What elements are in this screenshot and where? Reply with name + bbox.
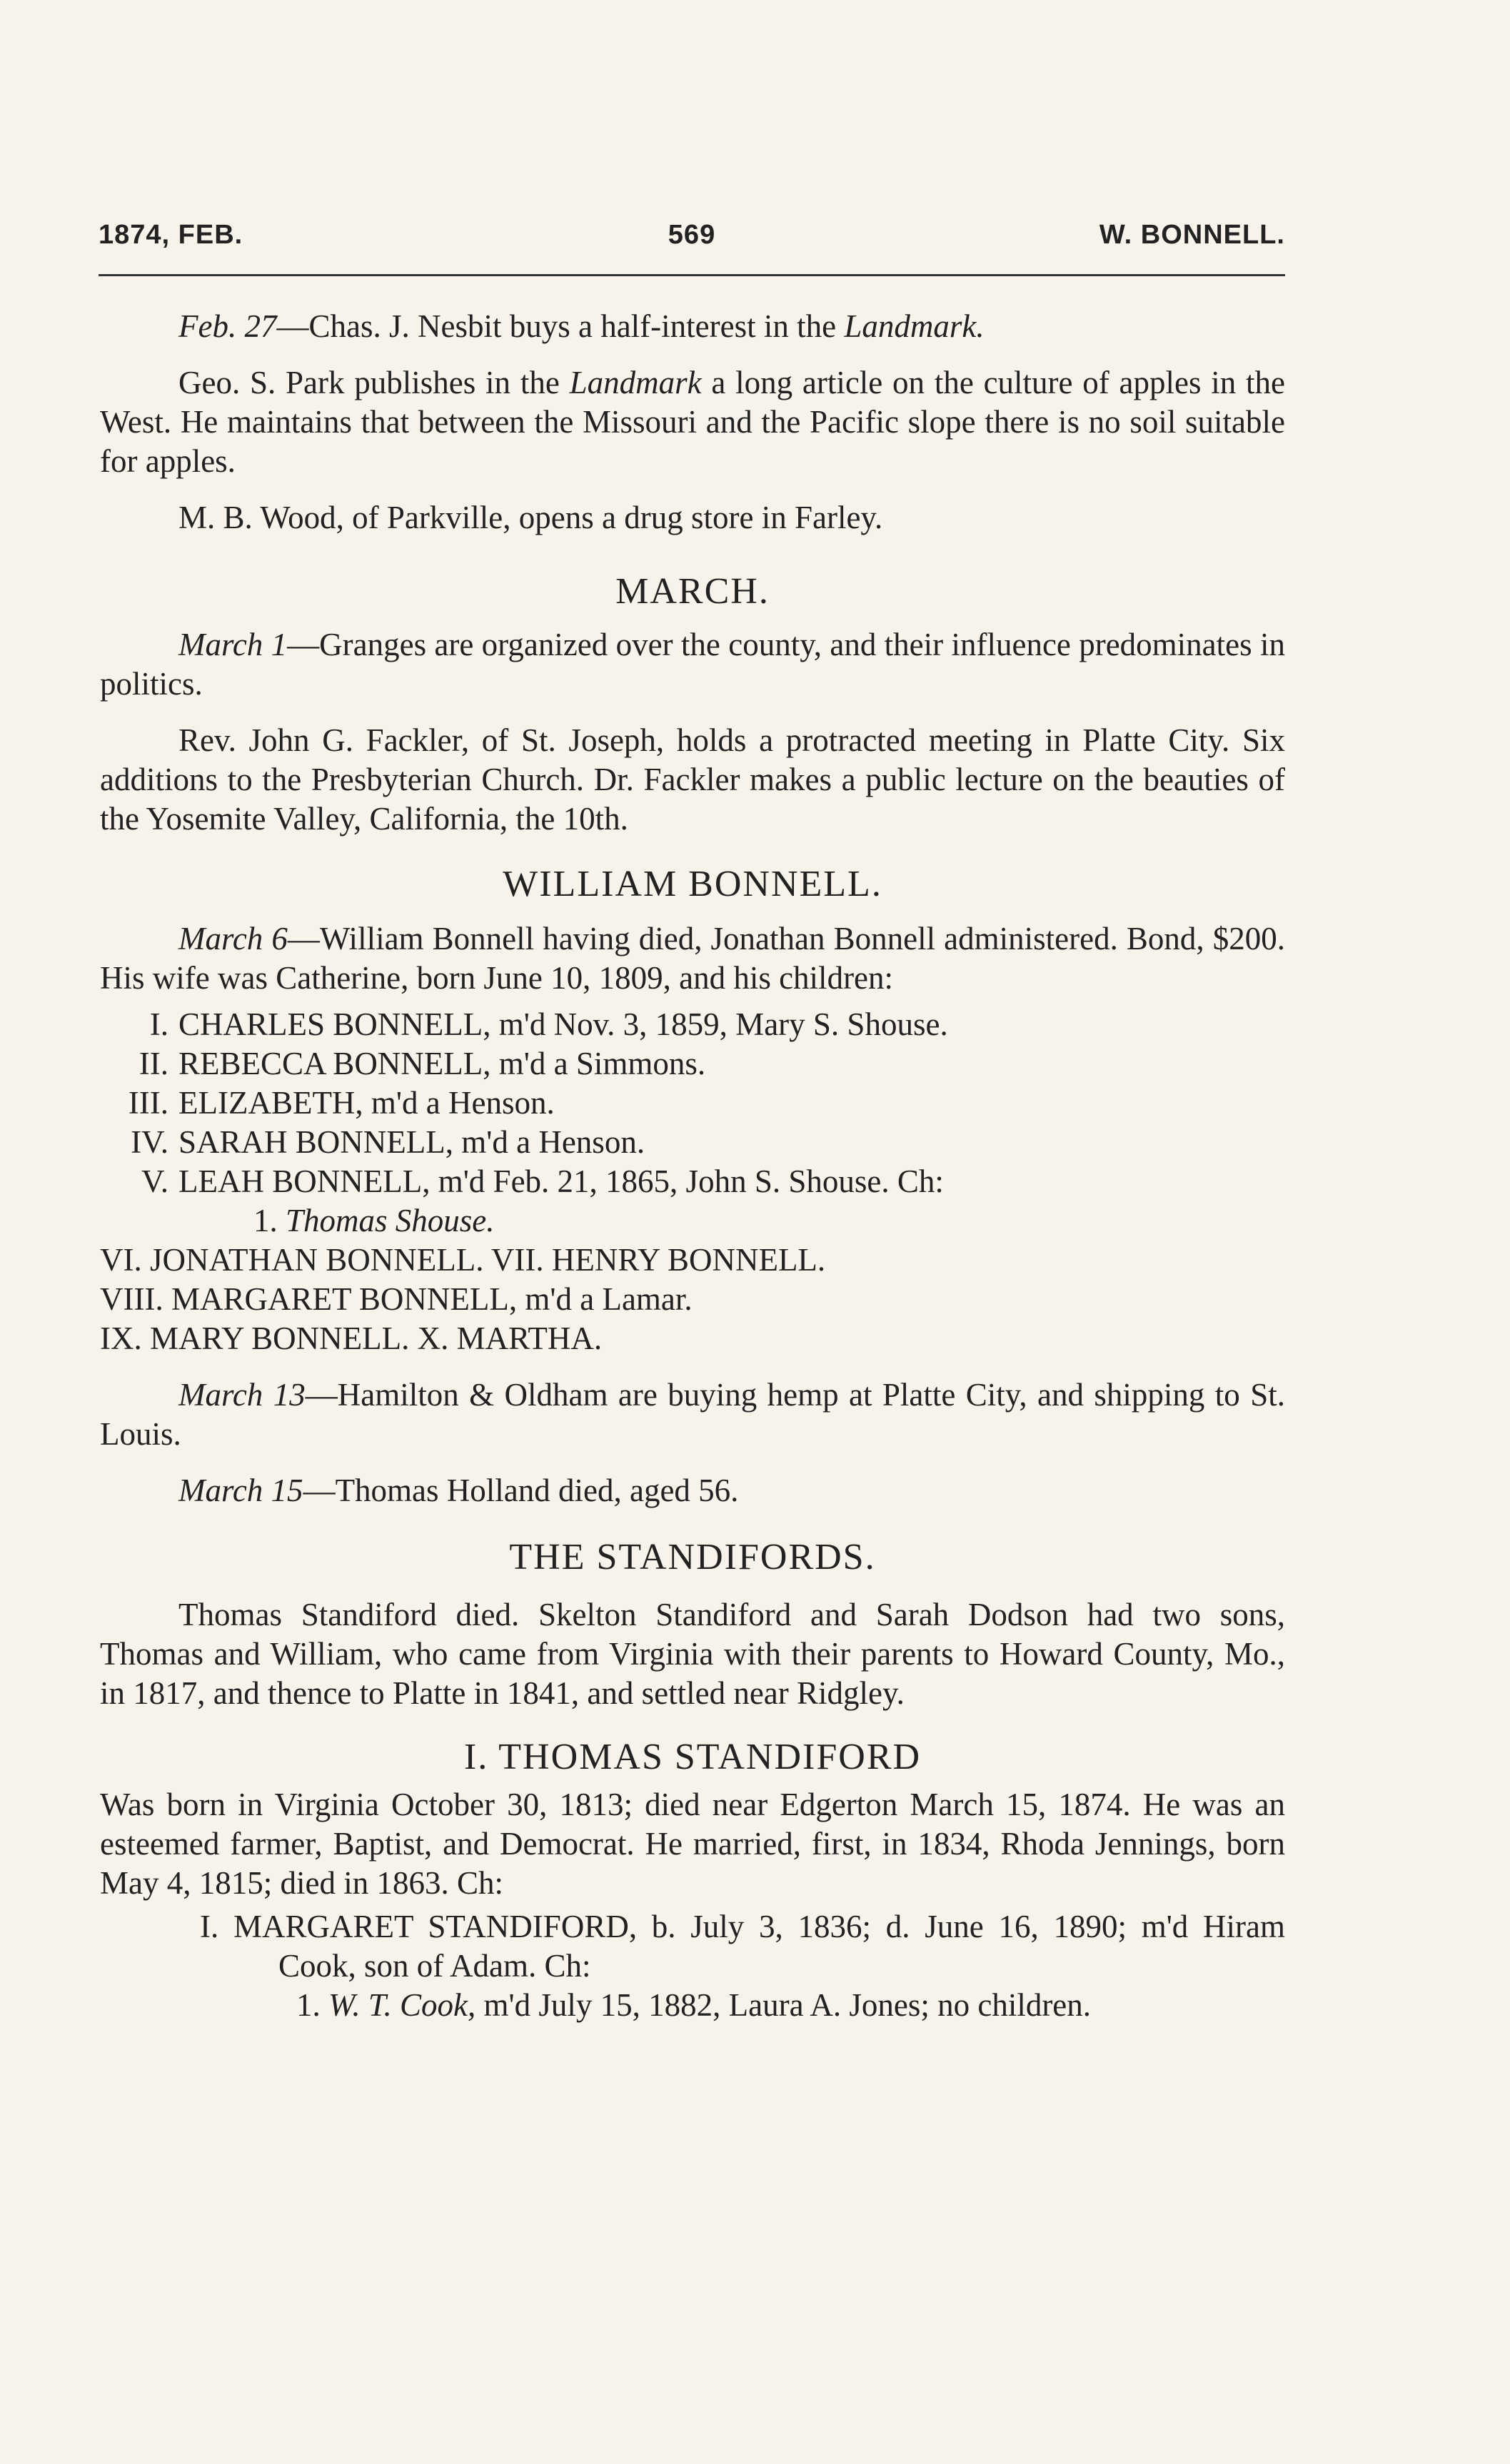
paragraph-fackler: Rev. John G. Fackler, of St. Joseph, holds a protracted meeting in Platte City. Six additions to the Presbyterian Church. Dr. Fackler makes a public lecture on the beauties of the Yosemite Valley, California, the 10th. bbox=[100, 722, 1285, 837]
list-item bbox=[100, 1005, 1285, 1044]
paragraph-text: Geo. S. Park publishes in the bbox=[178, 365, 570, 400]
paragraph-standifords: Thomas Standiford died. Skelton Standiford and Sarah Dodson had two sons, Thomas and William, who came from Virginia with their parents to Howard County, Mo., in 1817, and thence to Platte in 1841, and settled near Ridgley. bbox=[100, 1597, 1285, 1711]
children-list bbox=[100, 1005, 1285, 1358]
list-number: III. bbox=[128, 1085, 168, 1121]
paragraph-march-13 bbox=[100, 1375, 1285, 1454]
list-item bbox=[100, 1084, 1285, 1123]
list-text: IX. MARY BONNELL. X. MARTHA. bbox=[100, 1321, 603, 1356]
list-text: VI. JONATHAN BONNELL. VII. HENRY BONNELL. bbox=[100, 1242, 826, 1278]
grandchild-name: Thomas Shouse. bbox=[286, 1203, 495, 1238]
list-item bbox=[100, 1123, 1285, 1162]
header-name: W. BONNELL. bbox=[1099, 220, 1285, 250]
list-number: V. bbox=[141, 1163, 168, 1199]
entry-date: March 15 bbox=[178, 1473, 303, 1508]
paragraph-park bbox=[100, 363, 1285, 481]
paragraph-thomas: Was born in Virginia October 30, 1813; died near Edgerton March 15, 1874. He was an esteemed farmer, Baptist, and Democrat. He married, first, in 1834, Rhoda Jennings, born May 4, 1815; died in 1863. Ch: bbox=[100, 1787, 1285, 1901]
list-item bbox=[100, 1162, 1285, 1201]
page-body bbox=[100, 307, 1285, 2025]
paragraph-wood: M. B. Wood, of Parkville, opens a drug store in Farley. bbox=[178, 500, 883, 535]
grandchild-item bbox=[100, 1201, 1285, 1241]
entry-date: March 6 bbox=[178, 921, 288, 956]
entry-italic: Landmark. bbox=[844, 308, 985, 344]
list-text: CHARLES BONNELL, m'd Nov. 3, 1859, Mary S. Shouse. bbox=[178, 1006, 948, 1042]
entry-text: —Thomas Holland died, aged 56. bbox=[303, 1473, 739, 1508]
list-text: m'd July 15, 1882, Laura A. Jones; no children. bbox=[475, 1987, 1092, 2023]
header-date: 1874, FEB. bbox=[99, 220, 243, 250]
list-text: ELIZABETH, m'd a Henson. bbox=[178, 1085, 555, 1121]
grandchild-cook bbox=[100, 1986, 1285, 2025]
entry-text: —Hamilton & Oldham are buying hemp at Platte City, and shipping to St. Louis. bbox=[100, 1377, 1285, 1452]
paragraph-march-1 bbox=[100, 625, 1285, 704]
running-header bbox=[99, 220, 1285, 254]
list-number: 1. bbox=[253, 1203, 278, 1238]
list-item bbox=[100, 1319, 1285, 1358]
list-number: II. bbox=[139, 1046, 168, 1081]
entry-text: —Chas. J. Nesbit buys a half-interest in the bbox=[276, 308, 845, 344]
heading-standifords: THE STANDIFORDS. bbox=[509, 1537, 876, 1577]
list-item bbox=[100, 1280, 1285, 1319]
list-number: IV. bbox=[131, 1124, 168, 1160]
paragraph-feb-27 bbox=[100, 307, 1285, 346]
list-text: REBECCA BONNELL, m'd a Simmons. bbox=[178, 1046, 706, 1081]
entry-text: —William Bonnell having died, Jonathan Bonnell administered. Bond, $200. His wife was Catherine, born June 10, 1809, and his children: bbox=[100, 921, 1285, 996]
paragraph-march-15 bbox=[100, 1471, 1285, 1510]
list-number: I. bbox=[149, 1006, 168, 1042]
entry-date: Feb. 27 bbox=[178, 308, 277, 344]
heading-march: MARCH. bbox=[615, 571, 770, 612]
list-item bbox=[100, 1241, 1285, 1280]
list-text: LEAH BONNELL, m'd Feb. 21, 1865, John S. Shouse. Ch: bbox=[178, 1163, 944, 1199]
paragraph-march-6 bbox=[100, 919, 1285, 998]
entry-date: March 13 bbox=[178, 1377, 306, 1413]
heading-william-bonnell: WILLIAM BONNELL. bbox=[503, 864, 882, 904]
list-text: SARAH BONNELL, m'd a Henson. bbox=[178, 1124, 645, 1160]
list-item bbox=[100, 1044, 1285, 1084]
heading-thomas-standiford: I. THOMAS STANDIFORD bbox=[463, 1737, 922, 1777]
list-number: 1. bbox=[296, 1987, 328, 2023]
paragraph-italic: Landmark bbox=[569, 365, 702, 400]
child-margaret: I. MARGARET STANDIFORD, b. July 3, 1836; d. June 16, 1890; m'd Hiram Cook, son of Adam. Ch: bbox=[200, 1909, 1285, 1984]
grandchild-name: W. T. Cook, bbox=[328, 1987, 476, 2023]
list-text: VIII. MARGARET BONNELL, m'd a Lamar. bbox=[100, 1281, 693, 1317]
page-number: 569 bbox=[668, 220, 716, 250]
entry-text: —Granges are organized over the county, and their influence predominates in politics. bbox=[100, 627, 1285, 702]
header-rule bbox=[99, 274, 1285, 276]
paragraph-text: a long article on the culture of apples in the West. He maintains that between the Missouri and the Pacific slope there is no soil suitable for apples. bbox=[100, 365, 1285, 479]
entry-date: March 1 bbox=[178, 627, 288, 662]
